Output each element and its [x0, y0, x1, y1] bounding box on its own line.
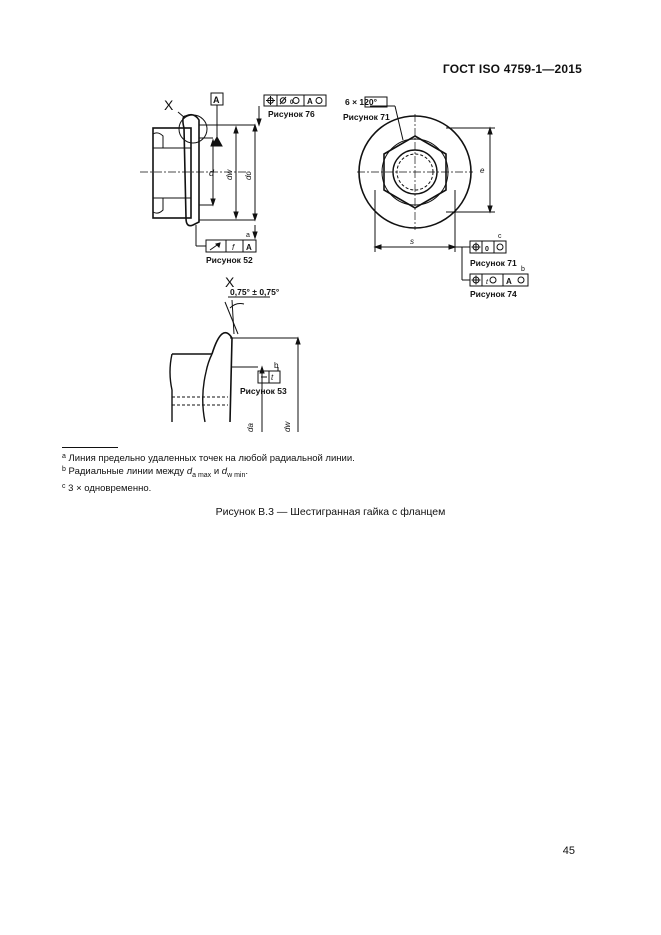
dc-label: dc: [244, 171, 253, 180]
ref-71-top-label: Рисунок 71: [343, 112, 390, 122]
note-c-label: c: [498, 233, 502, 240]
footnote-a: $^a$ Линия предельно удаленных точек на любой радиальной линии.: [62, 453, 355, 464]
ref-76-label: Рисунок 76: [268, 109, 315, 119]
dw-label: dw: [225, 169, 234, 180]
tol-a-74: A: [506, 277, 512, 286]
d-label: d: [209, 168, 215, 178]
figure-caption: Рисунок В.3 — Шестигранная гайка с фланцем: [215, 506, 446, 518]
note-b-label: b: [521, 266, 525, 273]
drawing-svg: [0, 0, 661, 310]
flange-edge-detail: [212, 333, 232, 422]
tol-a-76: A: [307, 97, 313, 106]
note-b-detail: b: [274, 361, 279, 370]
footnote-divider: [62, 447, 118, 448]
s-label: s: [410, 237, 414, 246]
ref-52-label: Рисунок 52: [206, 255, 253, 265]
detail-x-label: X: [164, 97, 174, 113]
technical-drawing: [0, 0, 661, 310]
tol-t-53: t: [271, 373, 274, 382]
footnotes: [62, 451, 355, 494]
tol-f-label: f: [232, 243, 235, 252]
page-number: 45: [562, 845, 575, 857]
ref-71-label: Рисунок 71: [470, 258, 517, 268]
note-a-label: a: [246, 232, 250, 239]
datum-a-label: A: [213, 95, 220, 105]
e-label: e: [480, 166, 485, 175]
tol-t-74: t: [486, 279, 488, 286]
dw-detail-label: dw: [283, 421, 292, 432]
ref-74-label: Рисунок 74: [470, 289, 517, 299]
footnote-c: $^c$ 3 × одновременно.: [62, 482, 152, 494]
ref-53-label: Рисунок 53: [240, 386, 287, 396]
tol-zero-76: 0: [290, 100, 294, 106]
detail-x-drawing: [0, 272, 661, 432]
detail-x-circle: [179, 115, 207, 143]
document-header: ГОСТ ISO 4759-1—2015: [442, 62, 582, 76]
chamfer-angle-label: 0,75° ± 0,75°: [230, 287, 280, 297]
angle-spec-label: 6 × 120°: [345, 97, 377, 107]
da-label: da: [246, 423, 255, 432]
tol-a-52: A: [246, 243, 252, 252]
footnote-b: $^b$ Радиальные линии между $d_{a max}$ и $d_{w min}$.: [62, 466, 248, 479]
detail-x-title: X: [225, 274, 235, 290]
tol-zero-71: 0: [485, 246, 489, 253]
